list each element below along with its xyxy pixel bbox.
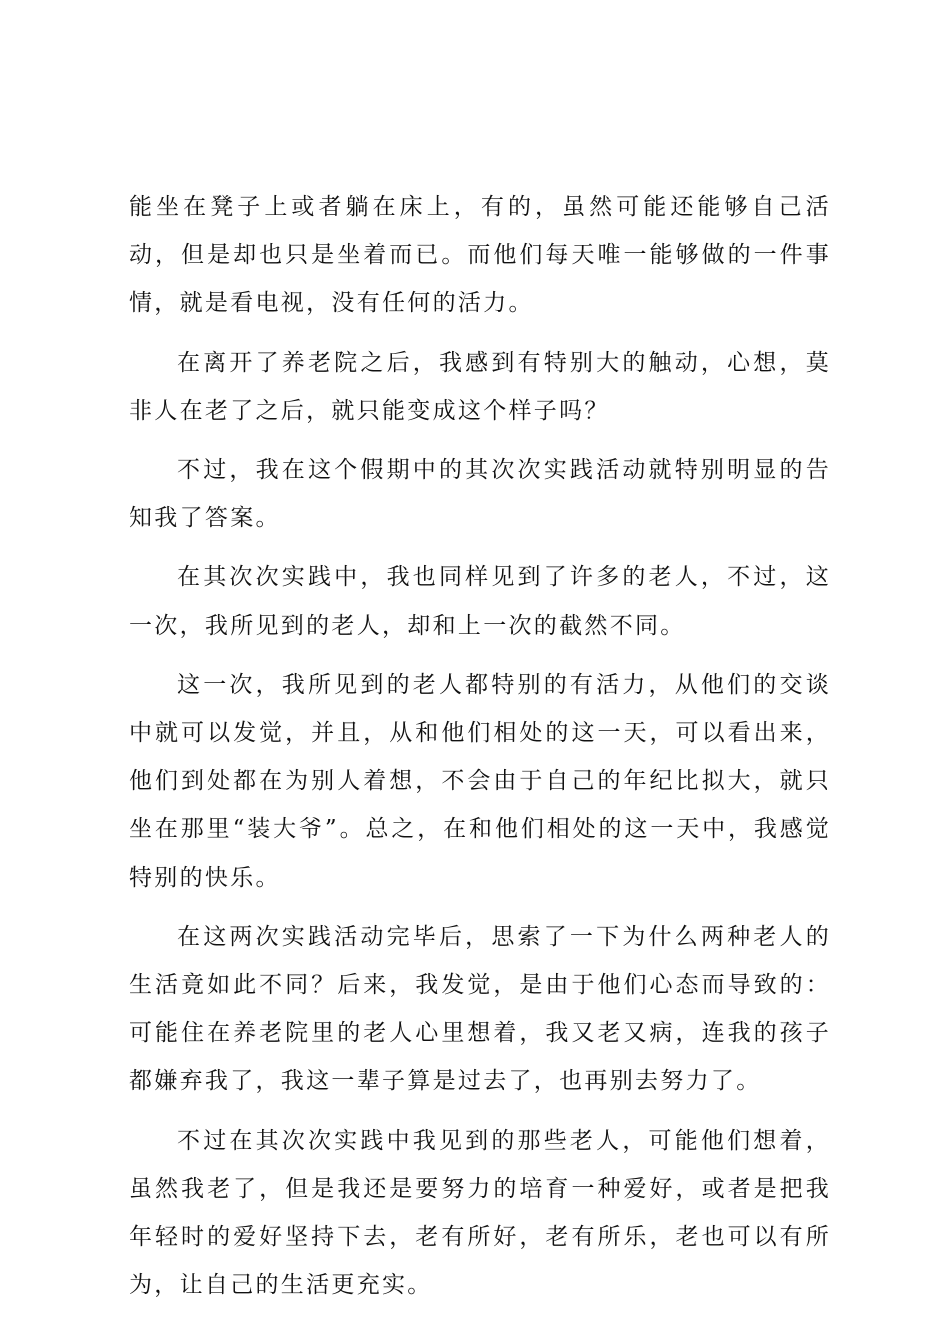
paragraph-second-practice-answer: 不过，我在这个假期中的其次次实践活动就特别明显的告知我了答案。 [129,457,831,532]
paragraph-reflection: 在这两次实践活动完毕后，思索了一下为什么两种老人的生活竟如此不同？后来，我发觉，是由于他们心态而导致的：可能住在养老院里的老人心里想着，我又老又病，连我的孩子都嫌弃我了，我这一辈子算是过去了，也再别去努力了。 [129,923,831,1095]
document-body [129,183,831,1320]
paragraph-conclusion: 不过在其次次实践中我见到的那些老人，可能他们想着，虽然我老了，但是我还是要努力的培育一种爱好，或者是把我年轻时的爱好坚持下去，老有所好，老有所乐，老也可以有所为，让自己的生活更充实。 [129,1127,831,1299]
paragraph-second-practice-elders: 在其次次实践中，我也同样见到了许多的老人，不过，这一次，我所见到的老人，却和上一次的截然不同。 [129,564,831,639]
paragraph-active-elders: 这一次，我所见到的老人都特别的有活力，从他们的交谈中就可以发觉，并且，从和他们相处的这一天，可以看出来，他们到处都在为别人着想，不会由于自己的年纪比拟大，就只坐在那里“装大爷”。总之，在和他们相处的这一天中，我感觉特别的快乐。 [129,671,831,891]
paragraph-leaving-nursing-home: 在离开了养老院之后，我感到有特别大的触动，心想，莫非人在老了之后，就只能变成这个样子吗？ [129,349,831,424]
paragraph-continuation: 能坐在凳子上或者躺在床上，有的，虽然可能还能够自己活动，但是却也只是坐着而已。而他们每天唯一能够做的一件事情，就是看电视，没有任何的活力。 [129,194,831,317]
